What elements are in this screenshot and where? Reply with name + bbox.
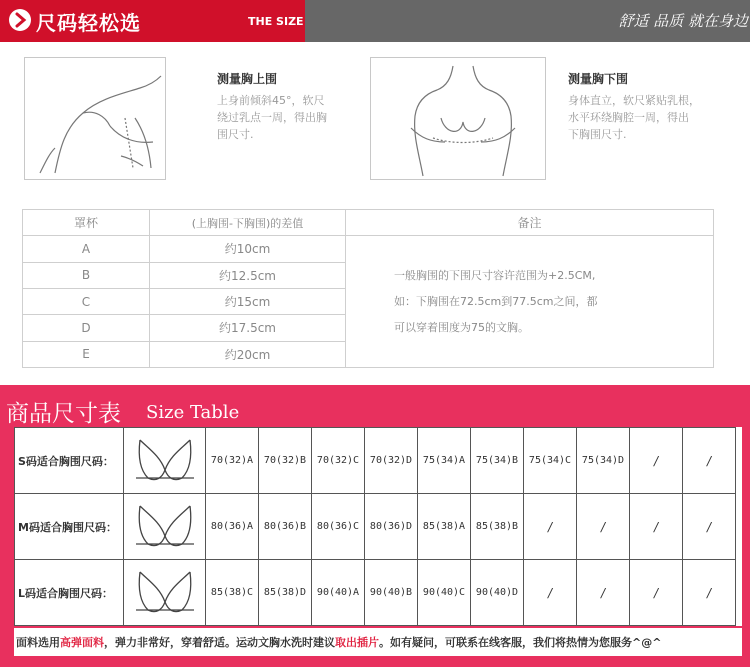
upper-bust-illustration [25, 58, 165, 179]
cup-cell: B [23, 262, 150, 288]
cup-cell: A [23, 236, 150, 262]
size-table-title: 商品尺寸表 [6, 401, 121, 427]
size-value-cell: 90(40)B [365, 560, 418, 626]
measure-upper-desc [217, 92, 327, 143]
diff-cell: 约20cm [150, 341, 346, 367]
size-table [14, 427, 736, 626]
size-row [15, 494, 736, 560]
size-value-cell: 80(36)C [312, 494, 365, 560]
size-value-cell: 70(32)A [206, 428, 259, 494]
size-value-cell: 85(38)C [206, 560, 259, 626]
size-row-label: S码适合胸围尺码： [15, 428, 124, 494]
cup-difference-table [22, 209, 714, 368]
size-value-cell: 75(34)A [418, 428, 471, 494]
size-value-cell: 85(38)D [259, 560, 312, 626]
size-row-label: L码适合胸围尺码： [15, 560, 124, 626]
header-subtitle: THE SIZE [248, 15, 304, 28]
size-value-cell: 75(34)B [471, 428, 524, 494]
note-line: 一般胸围的下围尺寸容许范围为+2.5CM, [394, 268, 596, 282]
footer-text: 面料选用 [16, 636, 60, 649]
measure-upper-desc-line: 上身前倾斜45°，软尺 [217, 94, 325, 107]
measure-upper-desc-line: 绕过乳点一周，得出胸 [217, 111, 327, 124]
size-value-cell: 85(38)A [418, 494, 471, 560]
bra-icon [124, 428, 206, 494]
footer-highlight: 取出插片 [335, 636, 379, 649]
measure-under-title: 测量胸下围 [568, 72, 629, 86]
header-slogan: 舒适 品质 就在身边 [618, 12, 748, 30]
diff-cell: 约10cm [150, 236, 346, 262]
size-value-cell: 80(36)D [365, 494, 418, 560]
cup-cell: E [23, 341, 150, 367]
diff-cell: 约17.5cm [150, 315, 346, 341]
note-cell [346, 236, 714, 368]
column-header-diff: (上胸围-下胸围)的差值 [150, 210, 346, 236]
size-value-cell: / [630, 428, 683, 494]
measure-upper-figure [24, 57, 166, 180]
size-value-cell: / [683, 428, 736, 494]
size-row-label: M码适合胸围尺码： [15, 494, 124, 560]
size-table-panel [14, 427, 742, 626]
size-value-cell: / [630, 494, 683, 560]
size-value-cell: 90(40)D [471, 560, 524, 626]
size-value-cell: / [683, 494, 736, 560]
header-red-block [0, 0, 305, 42]
size-value-cell: / [683, 560, 736, 626]
table-row [23, 236, 714, 262]
footer-highlight: 高弹面料 [60, 636, 104, 649]
size-value-cell: 75(34)C [524, 428, 577, 494]
footer-text: 。如有疑问，可联系在线客服，我们将热情为您服务^@^ [379, 636, 662, 649]
size-value-cell: 70(32)D [365, 428, 418, 494]
under-bust-illustration [371, 58, 545, 179]
size-value-cell: / [524, 494, 577, 560]
bra-icon [124, 494, 206, 560]
size-value-cell: 85(38)B [471, 494, 524, 560]
measure-under-figure [370, 57, 546, 180]
size-value-cell: 90(40)C [418, 560, 471, 626]
footer-text: ，弹力非常好，穿着舒适。运动文胸水洗时建议 [104, 636, 335, 649]
chevron-right-icon [9, 9, 31, 31]
column-header-note: 备注 [346, 210, 714, 236]
size-value-cell: / [630, 560, 683, 626]
footer-note [16, 634, 661, 650]
header-bar [0, 0, 750, 42]
note-line: 如：下胸围在72.5cm到77.5cm之间，都 [394, 294, 598, 308]
size-value-cell: 70(32)C [312, 428, 365, 494]
measure-under-desc-line: 身体直立，软尺紧贴乳根， [568, 94, 700, 107]
table-header-row [23, 210, 714, 236]
measure-under-desc-line: 水平环绕胸腔一周，得出 [568, 111, 689, 124]
cup-cell: D [23, 315, 150, 341]
diff-cell: 约15cm [150, 288, 346, 314]
size-value-cell: 70(32)B [259, 428, 312, 494]
measure-under-desc-line: 下胸围尺寸. [568, 128, 627, 141]
size-value-cell: 80(36)B [259, 494, 312, 560]
measure-upper-title: 测量胸上围 [217, 72, 278, 86]
size-table-subtitle: Size Table [146, 402, 240, 423]
size-row [15, 428, 736, 494]
size-row [15, 560, 736, 626]
size-value-cell: 75(34)D [577, 428, 630, 494]
size-value-cell: / [524, 560, 577, 626]
size-value-cell: 80(36)A [206, 494, 259, 560]
bra-icon [124, 560, 206, 626]
size-value-cell: / [577, 494, 630, 560]
measure-under-desc [568, 92, 700, 143]
note-line: 可以穿着围度为75的文胸。 [394, 320, 529, 334]
diff-cell: 约12.5cm [150, 262, 346, 288]
cup-cell: C [23, 288, 150, 314]
header-title: 尺码轻松选 [36, 11, 141, 35]
size-value-cell: / [577, 560, 630, 626]
measure-upper-desc-line: 围尺寸. [217, 128, 254, 141]
column-header-cup: 罩杯 [23, 210, 150, 236]
size-value-cell: 90(40)A [312, 560, 365, 626]
